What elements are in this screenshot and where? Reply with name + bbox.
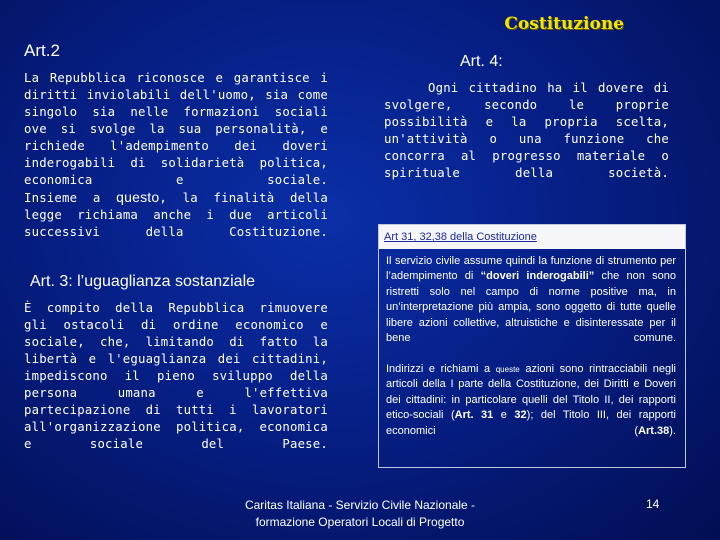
box-p2-a: Indirizzi e richiami a	[386, 363, 496, 375]
art4-heading: Art. 4:	[460, 53, 503, 70]
footer-line-1: Caritas Italiana - Servizio Civile Nazionale -	[244, 498, 476, 512]
box-p2-art31: Art. 31	[454, 409, 494, 422]
art2-text	[24, 70, 328, 241]
box-p2-c: e	[493, 409, 515, 422]
art3-heading: Art. 3: l’uguaglianza sostanziale	[30, 273, 256, 290]
box-p1-b: che non sono ristretti solo nel campo di norme positive ma, in un’interpretazione più ampia, sono oggetto di tutte quelle libere azioni collettive, altruistiche e disinteressate per il bene comune.	[386, 270, 677, 345]
art4-text: Ogni cittadino ha il dovere di svolgere, secondo le proprie possibilità e la propria scelta, un'attività o una funzione che concorra al progresso materiale o spirituale della società.	[384, 81, 669, 180]
box-paragraph-2	[386, 362, 676, 439]
box-p2-small: queste	[495, 365, 520, 374]
art3-text: È compito della Repubblica rimuovere gli ostacoli di ordine economico e sociale, che, limitando di fatto la libertà e l'eguaglianza dei cittadini, impediscono il pieno sviluppo della persona umana e l'effettiva partecipazione di tutti i lavoratori all'organizzazione politica, economica e sociale del Paese.	[24, 301, 328, 451]
box-p1-a: Il servizio civile assume quindi la funzione di strumento per l’adempimento di	[386, 255, 676, 283]
box-p2-b: azioni sono rintracciabili negli articoli della I parte della Costituzione, dei Diritti e Doveri dei cittadini: in particolare quelli del Titolo II, dei rapporti etico-sociali (	[386, 363, 676, 422]
slide-title: Costituzione	[504, 14, 624, 34]
footer-credit	[210, 497, 510, 531]
art2-text-b2: , la finalità della legge richiama anche i due articoli successivi della Costituzione.	[24, 191, 328, 239]
related-articles-link[interactable]: Art 31, 32,38 della Costituzione	[384, 231, 537, 243]
box-p1-emph: “doveri inderogabili”	[480, 270, 595, 283]
box-paragraph-1	[386, 254, 676, 346]
footer-line-2: formazione Operatori Locali di Progetto	[255, 515, 465, 529]
art2-heading: Art.2	[24, 41, 60, 60]
box-p2-art38: Art.38	[638, 424, 670, 437]
box-p2-e: ).	[669, 424, 676, 437]
box-p2-d: ); del Titolo III, dei rapporti economici (	[386, 409, 676, 437]
page-number: 14	[646, 497, 660, 511]
art2-text-emph: questo	[116, 189, 160, 205]
box-p2-32: 32	[514, 409, 527, 422]
art2-text-b1: Insieme a	[24, 191, 117, 205]
art2-text-a: La Repubblica riconosce e garantisce i diritti inviolabili dell'uomo, sia come singolo sia nelle formazioni sociali ove si svolge la sua personalità, e richiede l'adempimento dei doveri inderogabili di solidarietà politica, economica e sociale.	[24, 71, 328, 187]
